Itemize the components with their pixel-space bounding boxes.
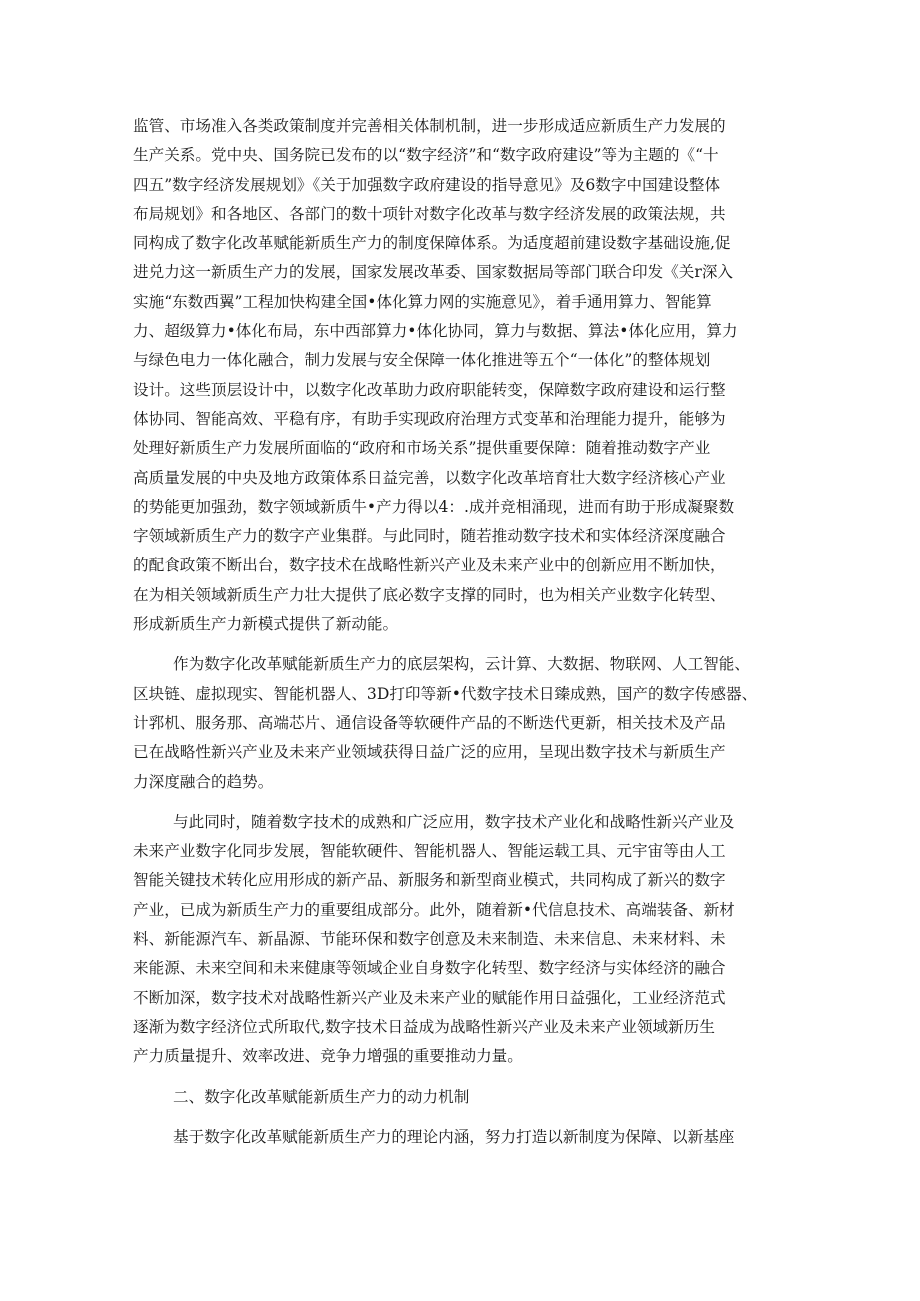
paragraph-gap: [133, 797, 793, 808]
section-heading: [133, 1083, 793, 1112]
text-line: 产力质量提升、效率改进、竞争力增强的重要推动力量。: [133, 1047, 523, 1066]
text-line: 基于数字化改革赋能新质生产力的理论内涵，努力打造以新制度为保障、以新基座: [173, 1127, 735, 1146]
text-line: 体协同、智能高效、平稳有序，有助手实现政府治理方式变革和治理能力提升，能够为: [133, 409, 726, 428]
text-line: 字领域新质生产力的数字产业集群。与此同时，随若推动数字技术和实体经济深度融合: [133, 527, 726, 546]
text-line: 力深度融合的趋势。: [133, 772, 274, 791]
text-line: 的配食政策不断出台，数字技术在战略性新兴产业及未来产业中的创新应用不断加快，: [133, 556, 726, 575]
text-line: 已在战略性新兴产业及未来产业领域获得日益广泛的应用，呈现出数字技术与新质生产: [133, 743, 726, 762]
paragraph-gap: [133, 1072, 793, 1083]
text-line: 实施“东数西翼”工程加快构建全国•体化算力网的实施意见》，着手通用算力、智能算: [133, 292, 712, 311]
text-line: 计郛机、服务那、高端芯片、通信设备等软硬件产品的不断迭代更新，相关技术及产品: [133, 713, 726, 732]
text-line: 进兑力这一新质生产力的发展，国家发展改革委、国家数据局等部门联合印发《关r深入: [133, 263, 734, 282]
text-line: 不断加深，数字技术对战略性新兴产业及未来产业的赋能作用日益强化，工业经济范式: [133, 988, 726, 1007]
text-line: 与绿色电力一体化融合，制力发展与安全保障一体化推进等五个“一体化”的整体规划: [133, 351, 711, 370]
text-line: 智能关键技术转化应用形成的新产品、新服务和新型商业模式，共同构成了新兴的数字: [133, 871, 726, 890]
document-body: [133, 112, 793, 1152]
text-line: 作为数字化改革赋能新质生产力的底层架构，云计算、大数据、物联网、人工智能、: [173, 655, 750, 674]
paragraph: [133, 112, 793, 639]
text-line: 布局规划》和各地区、各部门的数十项针对数字化改革与数字经济发展的政策法规，共: [133, 204, 726, 223]
text-line: 在为相关领域新质生产力壮大提供了底必数字支撑的同时，也为相关产业数字化转型、: [133, 585, 726, 604]
text-line: 形成新质生产力新模式提供了新动能。: [133, 615, 399, 634]
paragraph-gap: [133, 1112, 793, 1123]
text-line: 设计。这些顶层设计中，以数字化改革助力政府职能转变，保障数字政府建设和运行整: [133, 380, 726, 399]
text-line: 监管、市场准入各类政策制度并完善相关体制机制，进一步形成适应新质生产力发展的: [133, 117, 726, 135]
text-line: 处理好新质生产力发展所面临的“政府和市场关系”提供重要保障：随着推动数字产业: [133, 439, 711, 458]
paragraph: [133, 1123, 793, 1152]
text-line: 区块链、虚拟现实、智能机器人、3D打印等新•代数字技术日臻成熟，国产的数字传感器、: [133, 684, 758, 703]
text-line: 四五”数字经济发展规划》《关于加强数字政府建设的指导意见》及6数字中国建设整体: [133, 175, 721, 194]
text-line: 的势能更加强劲，数字领域新质牛•产力得以4：.成并竞相涌现，进而有助于形成凝聚数: [133, 497, 735, 516]
text-line: 产业，已成为新质生产力的重要组成部分。此外，随着新•代信息技术、高端装备、新材: [133, 900, 735, 919]
text-line: 逐渐为数字经济位式所取代,数字技术日益成为战略性新兴产业及未来产业领域新历生: [133, 1017, 715, 1036]
paragraph-gap: [133, 639, 793, 650]
text-line: 高质量发展的中央及地方政策体系日益完善，以数字化改革培育壮大数字经济核心产业: [133, 468, 726, 487]
text-line: 未来产业数字化同步发展，智能软硬件、智能机器人、智能运载工具、元宇宙等由人工: [133, 842, 726, 861]
paragraph: [133, 808, 793, 1072]
text-line: 来能源、未来空间和未来健康等领域企业自身数字化转型、数字经济与实体经济的融合: [133, 959, 726, 978]
text-line: 生产关系。党中央、国务院已发布的以“数字经济”和“数字政府建设”等为主题的《“十: [133, 146, 719, 165]
text-line: 料、新能源汽车、新晶源、节能环保和数字创意及未来制造、未来信息、未来材料、未: [133, 930, 726, 949]
text-line: 同构成了数字化改革赋能新质生产力的制度保障体系。为适度超前建设数字基础设施,促: [133, 234, 731, 253]
text-line: 力、超级算力•体化布局，东中西部算力•体化协同，算力与数据、算法•体化应用，算力: [133, 322, 738, 341]
paragraph: [133, 650, 793, 796]
text-line: 二、数字化改革赋能新质生产力的动力机制: [173, 1087, 470, 1106]
text-line: 与此同时，随着数字技术的成熟和广泛应用，数字技术产业化和战略性新兴产业及: [173, 812, 735, 831]
